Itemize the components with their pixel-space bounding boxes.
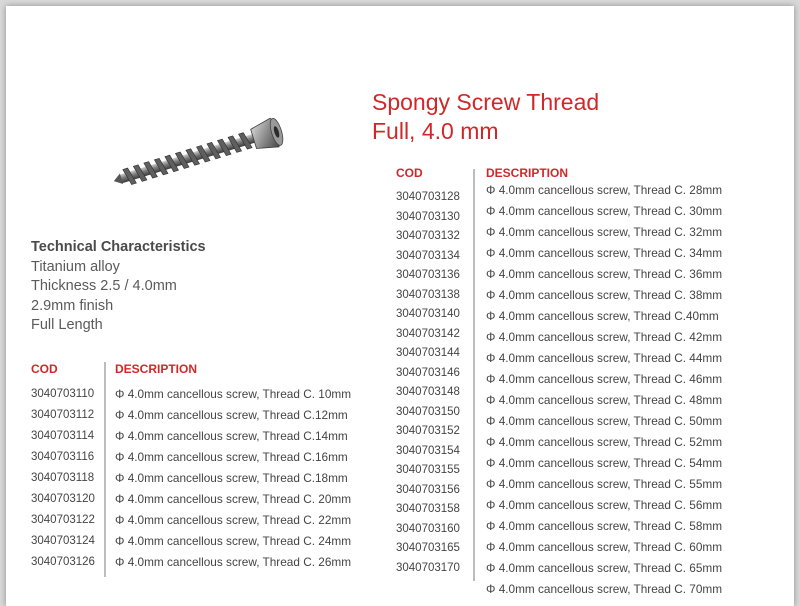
table-row-description: Φ 4.0mm cancellous screw, Thread C. 34mm [486,246,723,260]
table-row-description: Φ 4.0mm cancellous screw, Thread C. 55mm [486,477,723,491]
table-row-description: Φ 4.0mm cancellous screw, Thread C. 46mm [486,372,723,386]
table-row-description: Φ 4.0mm cancellous screw, Thread C. 30mm [486,204,723,218]
table-row-description: Φ 4.0mm cancellous screw, Thread C.14mm [115,429,348,443]
tech-material: Titanium alloy [31,258,120,275]
product-title [372,88,599,146]
right-column-divider [473,169,475,581]
left-cod-header: COD [31,362,58,376]
table-row-description: Φ 4.0mm cancellous screw, Thread C. 26mm [115,555,352,569]
table-row-code: 3040703158 [396,503,460,515]
right-code-list [396,188,460,578]
left-code-list [31,384,95,573]
table-row-code: 3040703144 [396,347,460,359]
table-row-description: Φ 4.0mm cancellous screw, Thread C. 56mm [486,498,723,512]
table-row-code: 3040703126 [31,556,95,568]
table-row-description: Φ 4.0mm cancellous screw, Thread C. 32mm [486,225,723,239]
left-column-divider [104,362,106,577]
catalog-sheet [6,6,794,606]
technical-characteristics [31,238,206,336]
table-row-code: 3040703160 [396,522,460,535]
tech-finish: 2.9mm finish [31,297,114,314]
table-row-code: 3040703138 [396,288,460,301]
table-row-description: Φ 4.0mm cancellous screw, Thread C. 42mm [486,330,723,344]
tech-thickness: Thickness 2.5 / 4.0mm [31,278,177,294]
table-row-description: Φ 4.0mm cancellous screw, Thread C. 70mm [486,582,723,596]
table-row-code: 3040703110 [31,388,95,400]
table-row-description: Φ 4.0mm cancellous screw, Thread C. 10mm [115,387,352,401]
technical-characteristics-title: Technical Characteristics [31,239,206,255]
table-row-code: 3040703132 [396,230,460,242]
table-row-code: 3040703114 [31,430,95,442]
table-row-description: Φ 4.0mm cancellous screw, Thread C.16mm [115,450,348,464]
table-row-description: Φ 4.0mm cancellous screw, Thread C. 36mm [486,267,723,281]
table-row-description: Φ 4.0mm cancellous screw, Thread C.12mm [115,408,348,422]
table-row-code: 3040703118 [31,472,95,484]
table-row-code: 3040703170 [396,561,460,574]
table-row-description: Φ 4.0mm cancellous screw, Thread C.18mm [115,471,348,485]
table-row-description: Φ 4.0mm cancellous screw, Thread C. 28mm [486,183,723,197]
table-row-code: 3040703140 [396,308,460,320]
table-row-code: 3040703165 [396,542,460,554]
table-row-code: 3040703122 [31,514,95,526]
table-row-code: 3040703112 [31,409,95,421]
product-title-line2: Full, 4.0 mm [372,118,499,144]
table-row-code: 3040703124 [31,535,95,547]
right-cod-header: COD [396,166,423,180]
table-row-code: 3040703128 [396,191,460,203]
table-row-code: 3040703154 [396,444,460,457]
table-row-code: 3040703136 [396,269,460,281]
table-row-code: 3040703120 [31,493,95,505]
table-row-code: 3040703146 [396,366,460,379]
table-row-description: Φ 4.0mm cancellous screw, Thread C. 22mm [115,513,352,527]
table-row-description: Φ 4.0mm cancellous screw, Thread C. 50mm [486,414,723,428]
table-row-description: Φ 4.0mm cancellous screw, Thread C. 44mm [486,351,723,365]
right-description-list [486,180,722,600]
left-description-header: DESCRIPTION [115,362,198,376]
table-row-code: 3040703156 [396,483,460,496]
bone-screw-image [106,118,296,193]
table-row-description: Φ 4.0mm cancellous screw, Thread C. 38mm [486,288,723,302]
table-row-code: 3040703116 [31,451,95,463]
table-row-description: Φ 4.0mm cancellous screw, Thread C. 52mm [486,435,723,449]
table-row-description: Φ 4.0mm cancellous screw, Thread C. 65mm [486,561,723,575]
right-description-header: DESCRIPTION [486,166,569,180]
table-row-code: 3040703142 [396,327,460,340]
product-title-line1: Spongy Screw Thread [372,89,600,115]
tech-length: Full Length [31,317,103,333]
table-row-code: 3040703150 [396,405,460,418]
table-row-code: 3040703152 [396,425,460,437]
table-row-description: Φ 4.0mm cancellous screw, Thread C. 24mm [115,534,352,548]
left-description-list [115,384,351,573]
table-row-code: 3040703130 [396,210,460,223]
table-row-code: 3040703155 [396,464,460,476]
table-row-description: Φ 4.0mm cancellous screw, Thread C. 48mm [486,393,723,407]
table-row-code: 3040703148 [396,386,460,398]
table-row-description: Φ 4.0mm cancellous screw, Thread C. 60mm [486,540,723,554]
table-row-description: Φ 4.0mm cancellous screw, Thread C. 54mm [486,456,723,470]
table-row-description: Φ 4.0mm cancellous screw, Thread C. 20mm [115,492,352,506]
table-row-description: Φ 4.0mm cancellous screw, Thread C. 58mm [486,519,723,533]
table-row-code: 3040703134 [396,249,460,262]
table-row-description: Φ 4.0mm cancellous screw, Thread C.40mm [486,309,719,323]
